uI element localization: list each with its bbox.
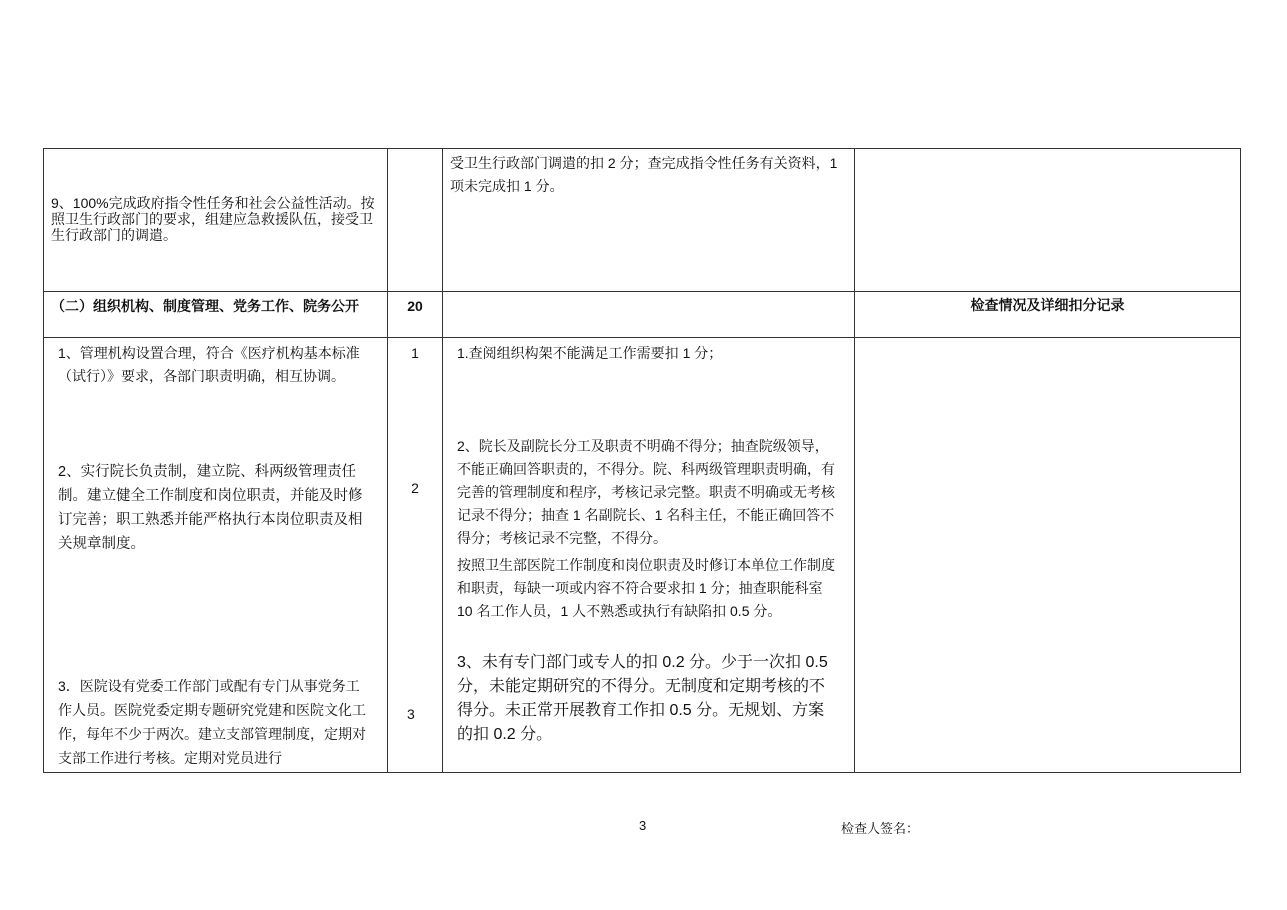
page-number: 3: [639, 818, 647, 833]
record-header-cell: [855, 292, 1241, 338]
section-score: 20: [407, 298, 423, 314]
item-2: 2、实行院长负责制，建立院、科两级管理责任制。建立健全工作制度和岗位职责，并能及时修订完善；职工熟悉并能严格执行本岗位职责及相关规章制度。: [58, 464, 363, 552]
score-3: 3: [407, 706, 415, 722]
item-1: 1、管理机构设置合理，符合《医疗机构基本标准（试行）》要求，各部门职责明确，相互协调。: [58, 345, 360, 384]
section-score-cell: [388, 292, 443, 338]
score-cell: [388, 149, 443, 292]
score-1: 1: [411, 345, 419, 361]
item-description: 9、100%完成政府指令性任务和社会公益性活动。按照卫生行政部门的要求，组建应急救援队伍，接受卫生行政部门的调遣。: [51, 195, 375, 243]
record-cell[interactable]: [855, 338, 1241, 773]
table-row: [44, 149, 1241, 292]
record-cell[interactable]: [855, 149, 1241, 292]
criteria-3: 3、未有专门部门或专人的扣 0.2 分。少于一次扣 0.5 分，未能定期研究的不得分。无制度和定期考核的不得分。未正常开展教育工作扣 0.5 分。无规划、方案的扣 0.2 分。: [457, 654, 828, 743]
table-row: [44, 338, 1241, 773]
score-2: 2: [411, 480, 419, 496]
record-header: 检查情况及详细扣分记录: [970, 297, 1125, 313]
table-row: [44, 292, 1241, 338]
criteria-1: 1.查阅组织构架不能满足工作需要扣 1 分；: [457, 345, 723, 361]
criteria-text: 受卫生行政部门调遣的扣 2 分；查完成指令性任务有关资料，1 项未完成扣 1 分。: [450, 155, 838, 194]
section-title: （二）组织机构、制度管理、党务工作、院务公开: [51, 298, 359, 314]
section-title-cell: [44, 292, 388, 338]
item-3: 3．医院设有党委工作部门或配有专门从事党务工作人员。医院党委定期专题研究党建和医院文化工作，每年不少于两次。建立支部管理制度，定期对支部工作进行考核。定期对党员进行: [58, 678, 366, 766]
inspection-table: [43, 148, 1241, 773]
criteria-cell: [443, 338, 855, 773]
criteria-2: 2、院长及副院长分工及职责不明确不得分；抽查院级领导，不能正确回答职责的，不得分。院、科两级管理职责明确，有完善的管理制度和程序，考核记录完整。职责不明确或无考核记录不得分；抽查 1 名副院长、1 名科主任，不能正确回答不得分；考核记录不完整，不得分。: [457, 438, 835, 546]
criteria-2b: 按照卫生部医院工作制度和岗位职责及时修订本单位工作制度和职责，每缺一项或内容不符合要求扣 1 分；抽查职能科室 10 名工作人员，1 人不熟悉或执行有缺陷扣 0.5 分。: [457, 557, 835, 619]
criteria-cell: [443, 149, 855, 292]
section-criteria-cell: [443, 292, 855, 338]
scores-cell: [388, 338, 443, 773]
item-description-cell: [44, 149, 388, 292]
items-cell: [44, 338, 388, 773]
signature-label: 检查人签名：: [841, 821, 920, 836]
